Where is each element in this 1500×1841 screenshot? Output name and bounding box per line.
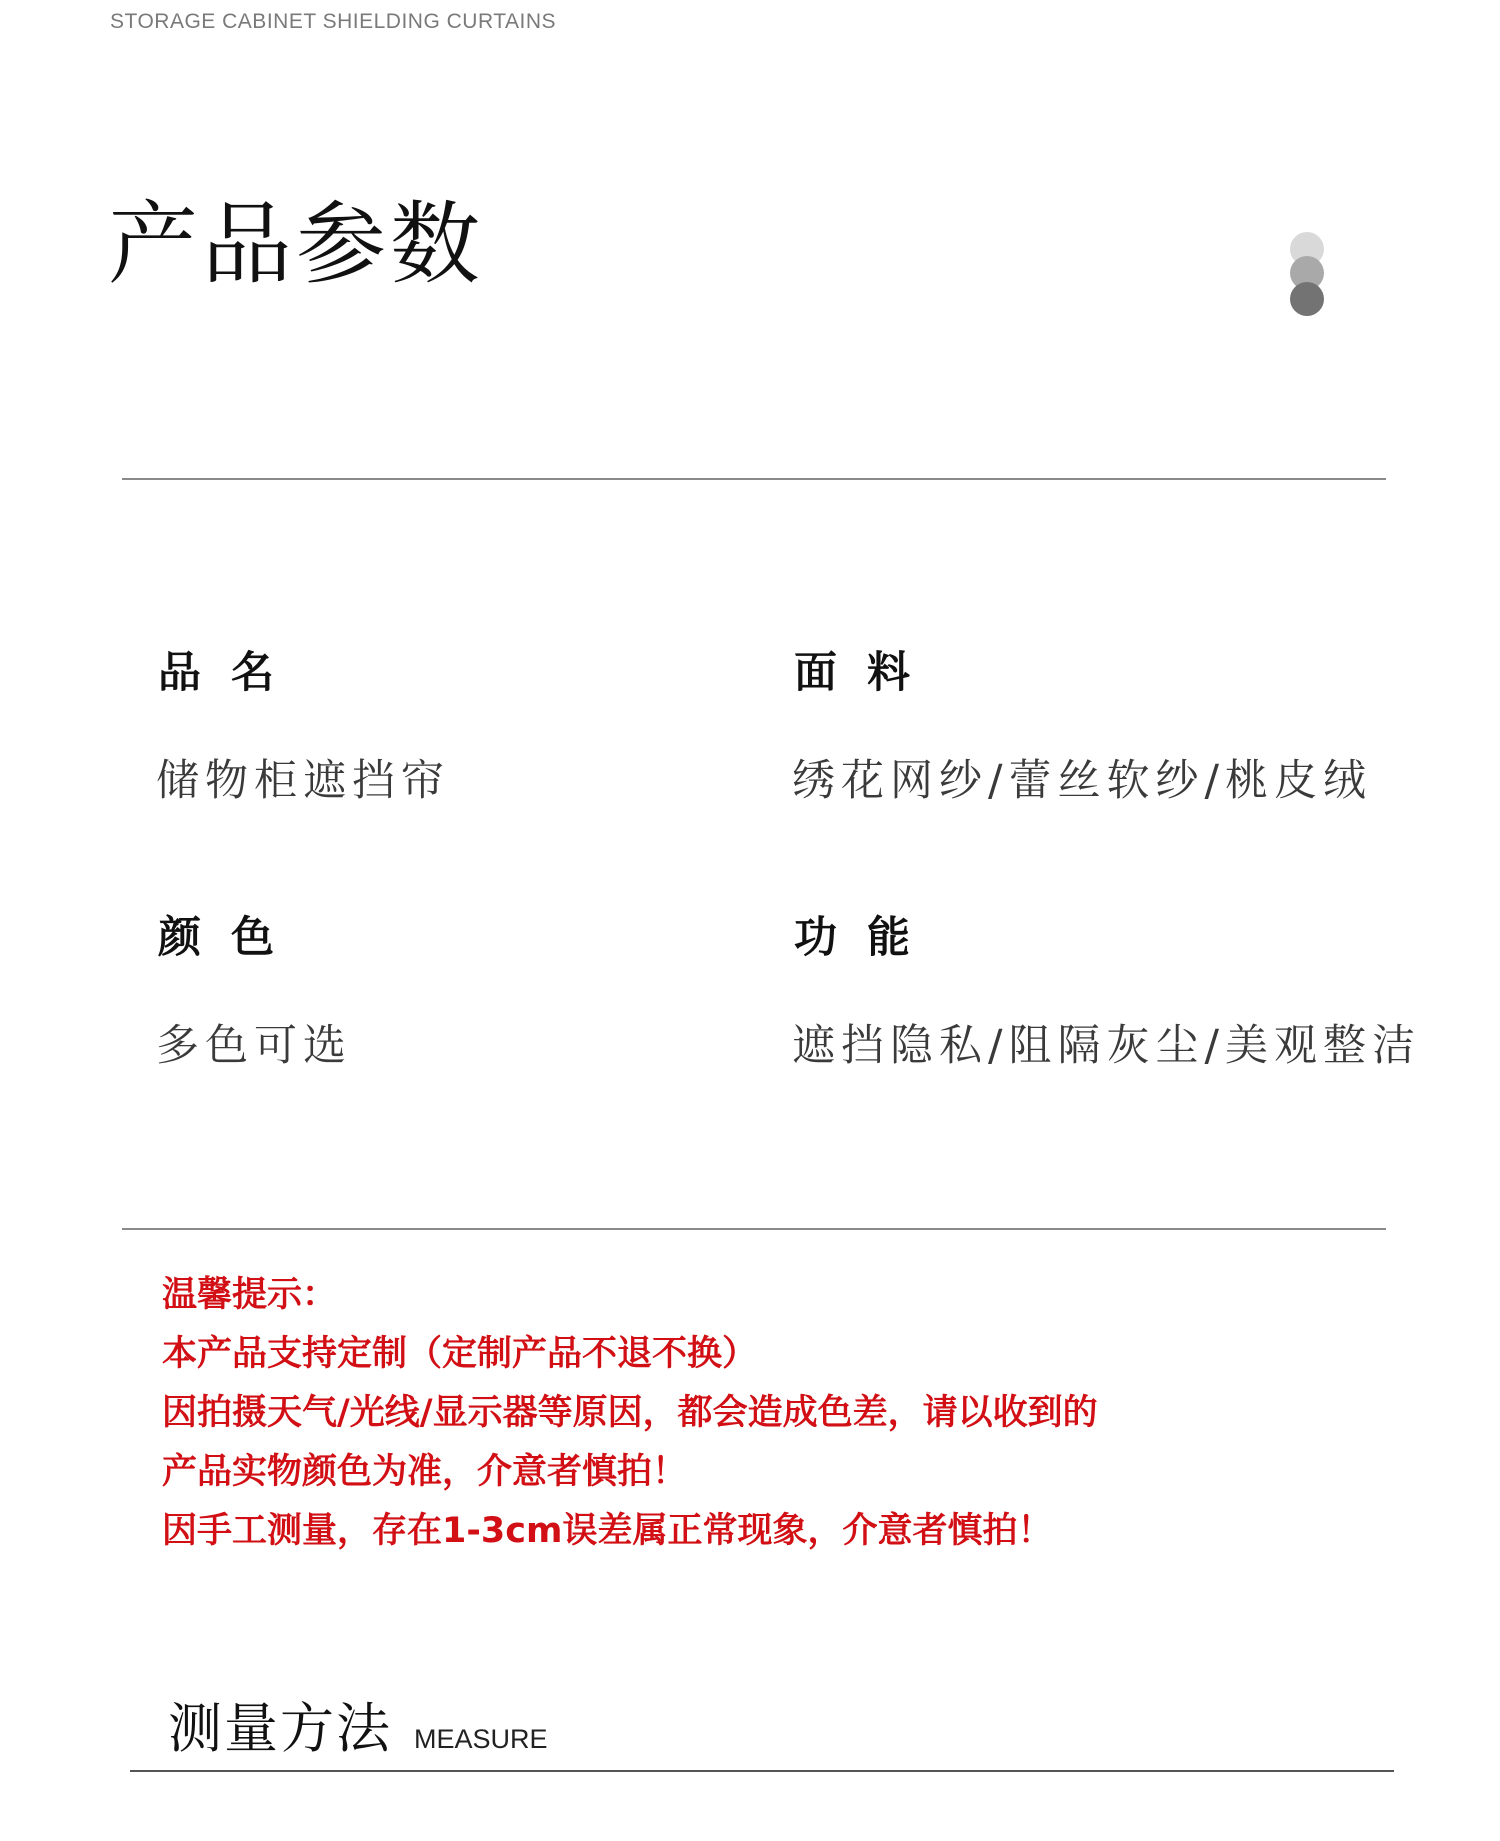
measure-subtitle: MEASURE [414, 1724, 548, 1754]
spec-label-function: 功能 [794, 913, 940, 963]
spec-label-fabric: 面料 [794, 648, 940, 698]
top-divider [122, 478, 1386, 480]
spec-value-color: 多色可选 [156, 1021, 352, 1071]
notice-line-custom: 本产品支持定制（定制产品不退不换） [162, 1334, 758, 1374]
spec-value-fabric: 绣花网纱/蕾丝软纱/桃皮绒 [792, 756, 1372, 806]
notice-block [162, 1266, 1098, 1561]
spec-value-name: 储物柜遮挡帘 [156, 756, 450, 806]
bottom-divider [130, 1770, 1394, 1772]
notice-line-measure-error: 因手工测量，存在1-3cm误差属正常现象，介意者慎拍！ [162, 1511, 1053, 1551]
measure-title: 测量方法 [168, 1697, 392, 1760]
middle-divider [122, 1228, 1386, 1230]
top-caption: STORAGE CABINET SHIELDING CURTAINS [110, 10, 557, 33]
decorative-dots [1290, 232, 1326, 318]
spec-label-name: 品名 [158, 648, 304, 698]
decor-dot-dark [1290, 282, 1324, 316]
section-title: 产品参数 [108, 192, 484, 297]
spec-label-color: 颜色 [158, 913, 304, 963]
spec-value-function: 遮挡隐私/阻隔灰尘/美观整洁 [792, 1021, 1421, 1071]
notice-heading: 温馨提示： [162, 1275, 338, 1315]
notice-line-color-standard: 产品实物颜色为准，介意者慎拍！ [162, 1452, 688, 1492]
notice-line-color-diff: 因拍摄天气/光线/显示器等原因，都会造成色差，请以收到的 [162, 1393, 1098, 1433]
